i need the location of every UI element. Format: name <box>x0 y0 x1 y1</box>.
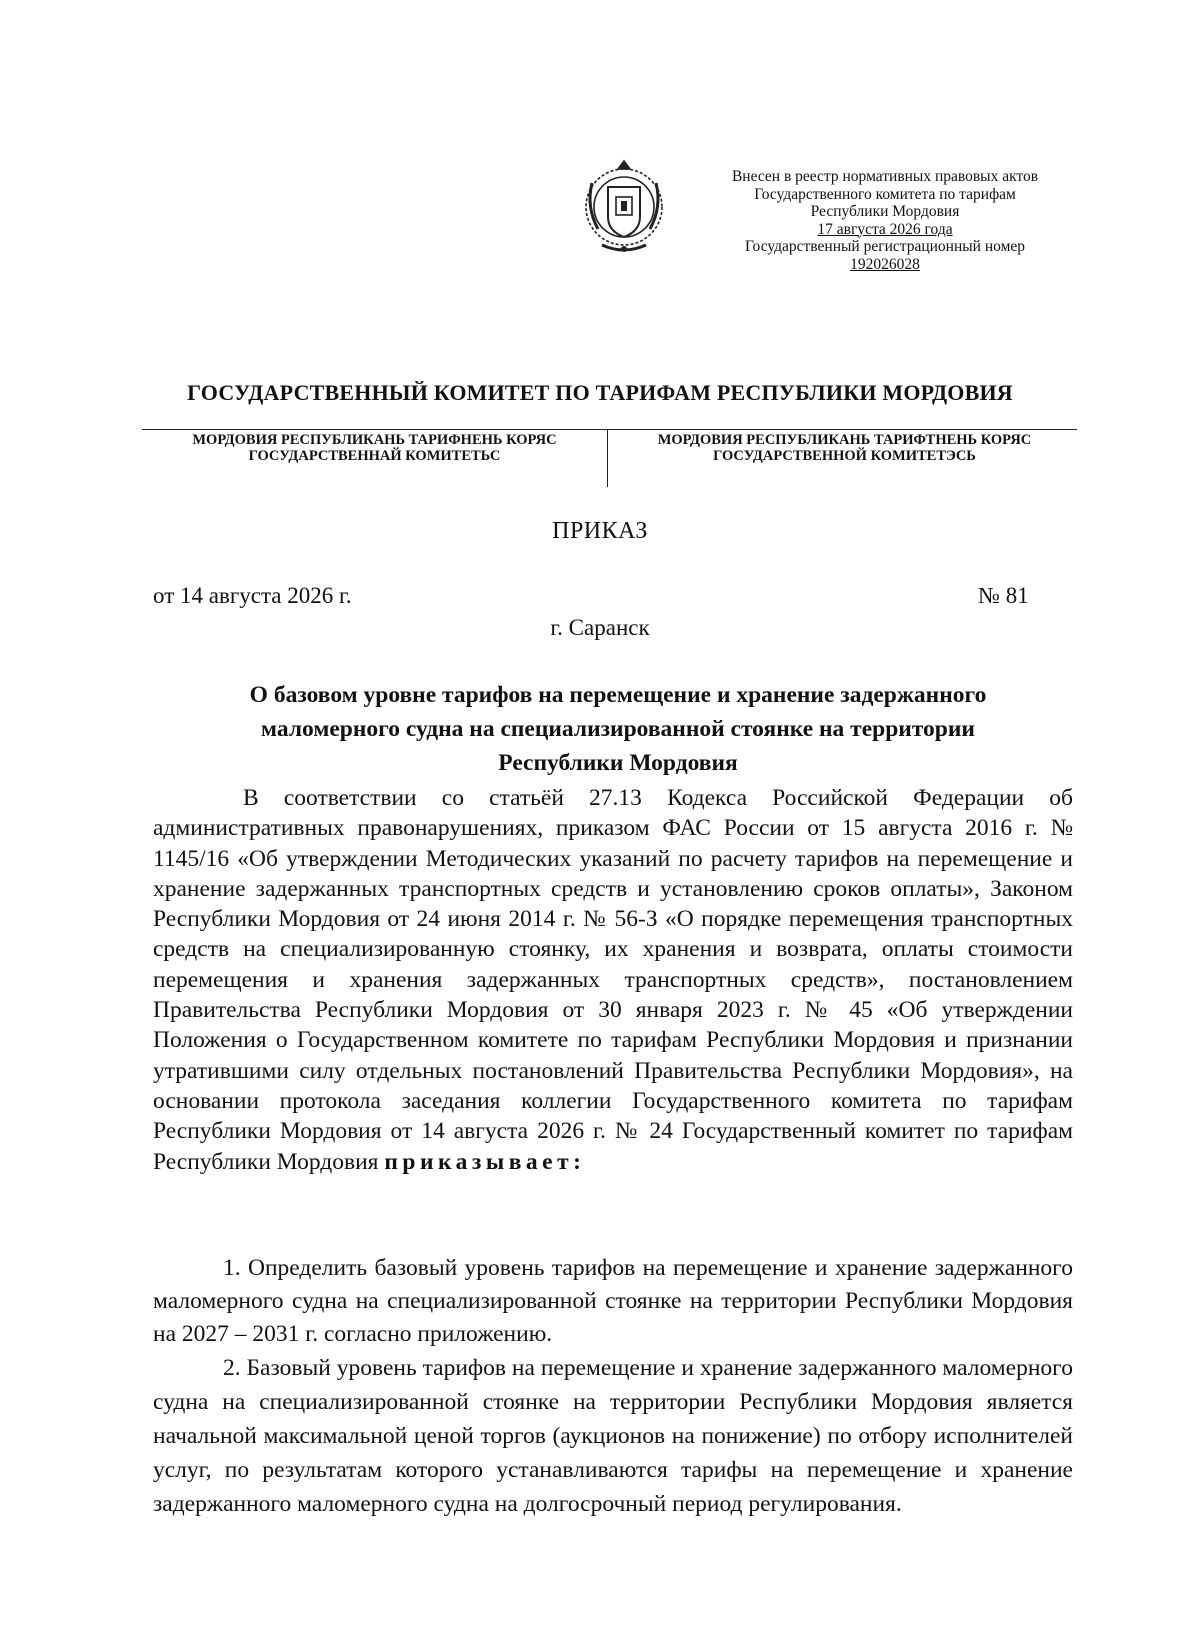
registry-line-5: Государственный регистрационный номер <box>744 238 1026 255</box>
item-1-paragraph: 1. Определить базовый уровень тарифов на перемещение и хранение задержанного маломерного судна на специализированной стоянке на территории Республики Мордовия на 2027 – 2031 г. согласно приложению. <box>153 1255 1073 1347</box>
moksha-line-2: ГОСУДАРСТВЕННАЙ КОМИТЕТЬС <box>248 448 501 464</box>
registry-line-1: Внесен в реестр нормативных правовых актов <box>731 168 1039 185</box>
order-date: от 14 августа 2026 г. <box>153 583 352 608</box>
header-divider <box>607 429 608 487</box>
subject-line-2: маломерного судна на специализированной стоянке на территории <box>261 716 975 742</box>
item-2-paragraph: 2. Базовый уровень тарифов на перемещение и хранение задержанного маломерного судна на специализированной стоянке на территории Республики Мордовия является начальной максимальной ценой торгов (аукционов на понижение) по отбору исполнителей услуг, по результатам которого устанавливаются тарифы на перемещение и хранение задержанного маломерного судна на долгосрочный период регулирования. <box>153 1355 1073 1517</box>
preamble-text: В соответствии со статьёй 27.13 Кодекса Российской Федерации об административных правонарушениях, приказом ФАС России от 15 августа 2016 г. № 1145/16 «Об утверждении Методических указаний по расчету тарифов на перемещение и хранение задержанных транспортных средств и установлению сроков оплаты», Законом Республики Мордовия от 24 июня 2014 г. № 56-З «О порядке перемещения транспортных средств на специализированную стоянку, их хранения и возврата, оплаты стоимости перемещения и хранения задержанных транспортных средств», постановлением Правительства Республики Мордовия от 30 января 2023 г. № 45 «Об утверждении Положения о Государственном комитете по тарифам Республики Мордовия и признании утратившими силу отдельных постановлений Правительства Республики Мордовия», на основании протокола заседания коллегии Государственного комитета по тарифам Республики Мордовия от 14 августа 2026 г. № 24 Государственный комитет по тарифам Республики Мордовия <box>153 785 1073 1175</box>
preamble-paragraph <box>153 783 1073 1177</box>
moksha-title <box>142 432 607 464</box>
committee-title: ГОСУДАРСТВЕННЫЙ КОМИТЕТ ПО ТАРИФАМ РЕСПУБЛИКИ МОРДОВИЯ <box>187 380 1013 405</box>
erzya-title <box>612 432 1077 464</box>
order-city: г. Саранск <box>550 615 650 640</box>
erzya-line-2: ГОСУДАРСТВЕННОЙ КОМИТЕТЭСЬ <box>713 448 976 464</box>
erzya-line-1: МОРДОВИЯ РЕСПУБЛИКАНЬ ТАРИФТНЕНЬ КОРЯС <box>657 432 1032 448</box>
header-rule-right <box>607 429 1077 430</box>
orders-word: приказывает: <box>384 1148 586 1175</box>
registry-number: 192026028 <box>850 255 920 273</box>
registry-line-3: Республики Мордовия <box>810 203 960 220</box>
moksha-line-1: МОРДОВИЯ РЕСПУБЛИКАНЬ ТАРИФНЕНЬ КОРЯС <box>192 432 557 448</box>
registry-date: 17 августа 2026 года <box>817 220 953 238</box>
order-subject <box>178 678 1058 780</box>
order-title: ПРИКАЗ <box>552 518 648 544</box>
subject-line-3: Республики Мордовия <box>498 750 738 776</box>
coat-of-arms-emblem <box>578 153 670 257</box>
subject-line-1: О базовом уровне тарифов на перемещение и хранение задержанного <box>249 682 987 708</box>
registry-line-2: Государственного комитета по тарифам <box>754 185 1016 203</box>
registry-stamp <box>700 168 1070 273</box>
order-number: № 81 <box>978 583 1029 608</box>
header-rule-left <box>142 429 607 430</box>
